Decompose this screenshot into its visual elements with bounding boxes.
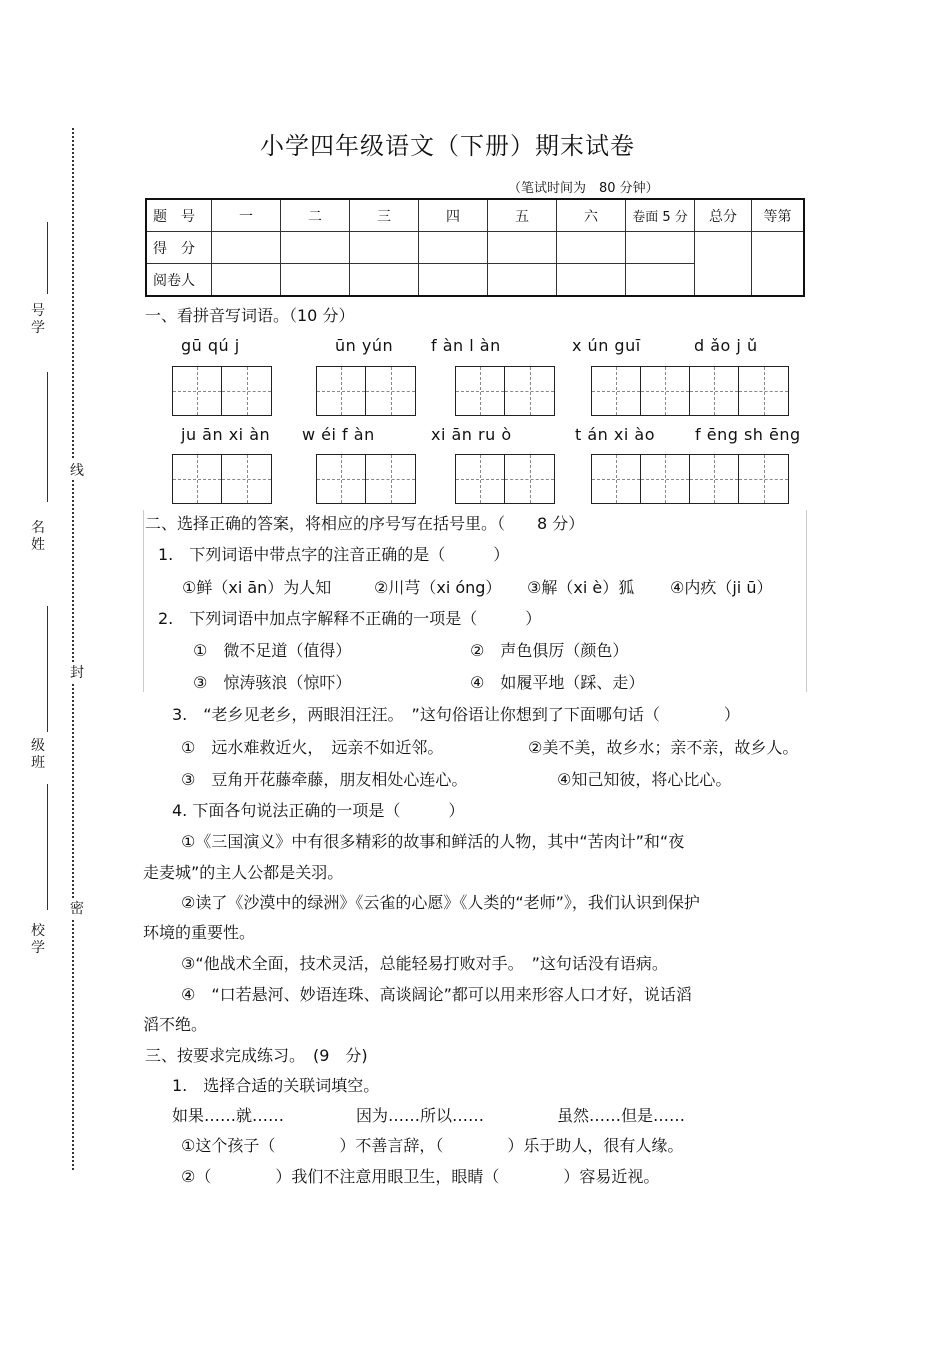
column-header: 总分 xyxy=(695,199,752,232)
grader-cell[interactable] xyxy=(557,264,626,297)
exam-duration: （笔试时间为 80 分钟） xyxy=(508,181,659,196)
binding-label-class: 级班 xyxy=(31,738,45,771)
option-text: ④内疚（ji ū） xyxy=(670,578,773,597)
row-header: 阅卷人 xyxy=(146,264,212,297)
conjunction-choice: 如果……就…… xyxy=(172,1106,285,1125)
option-text: ④知己知彼，将心比心。 xyxy=(557,770,732,789)
column-header: 四 xyxy=(419,199,488,232)
conjunction-choice: 虽然……但是…… xyxy=(557,1106,686,1125)
section-2-heading: 二、选择正确的答案，将相应的序号写在括号里。（ 8 分） xyxy=(145,514,585,533)
binding-mark-secret: 密 xyxy=(70,898,84,918)
answer-box[interactable] xyxy=(316,454,416,504)
option-text: ③ 惊涛骇浪（惊吓） xyxy=(193,673,352,692)
question-stem: 4. 下面各句说法正确的一项是（ ） xyxy=(172,801,465,820)
option-text: 滔不绝。 xyxy=(143,1015,208,1034)
pinyin-label: ūn yún xyxy=(335,336,394,355)
grader-cell[interactable] xyxy=(350,264,419,297)
fill-blank-line: ①这个孩子（ ）不善言辞，（ ）乐于助人，很有人缘。 xyxy=(181,1136,684,1155)
question-stem: 2. 下列词语中加点字解释不正确的一项是（ ） xyxy=(158,609,542,628)
grader-cell[interactable] xyxy=(626,264,695,297)
column-header: 一 xyxy=(212,199,281,232)
grader-cell[interactable] xyxy=(419,264,488,297)
scan-border xyxy=(806,510,807,692)
grader-cell[interactable] xyxy=(212,264,281,297)
option-text: ④ 如履平地（踩、走） xyxy=(470,673,645,692)
option-text: ② 声色俱厉（颜色） xyxy=(470,641,629,660)
score-table xyxy=(145,198,805,297)
conjunction-choice: 因为……所以…… xyxy=(356,1106,485,1125)
page-title: 小学四年级语文（下册）期末试卷 xyxy=(260,132,635,160)
option-text: ① 微不足道（值得） xyxy=(193,641,352,660)
score-cell[interactable] xyxy=(281,232,350,264)
option-text: ③“他战术全面，技术灵活，总能轻易打败对手。 ”这句话没有语病。 xyxy=(181,954,668,973)
option-text: ②川芎（xi óng） xyxy=(374,578,502,597)
binding-label-school: 校学 xyxy=(31,923,45,956)
answer-box[interactable] xyxy=(172,454,272,504)
option-text: ②美不美，故乡水；亲不亲，故乡人。 xyxy=(528,738,799,757)
answer-box[interactable] xyxy=(172,366,272,416)
answer-box[interactable] xyxy=(455,366,555,416)
answer-box[interactable] xyxy=(316,366,416,416)
row-header: 得 分 xyxy=(146,232,212,264)
answer-box[interactable] xyxy=(591,454,789,504)
section-1-heading: 一、看拼音写词语。（10 分） xyxy=(145,306,355,325)
option-text: ①鲜（xi ān）为人知 xyxy=(182,578,332,597)
binding-dotted-line xyxy=(72,128,74,1170)
score-cell[interactable] xyxy=(350,232,419,264)
binding-mark-seal: 封 xyxy=(70,662,84,682)
question-stem: 1. 选择合适的关联词填空。 xyxy=(172,1076,380,1095)
table-row xyxy=(146,199,804,232)
fill-blank-line: ②（ ）我们不注意用眼卫生，眼睛（ ）容易近视。 xyxy=(181,1167,660,1186)
answer-box[interactable] xyxy=(591,366,789,416)
option-text: ① 远水难救近火， 远亲不如近邻。 xyxy=(181,738,444,757)
pinyin-label: x ún guī xyxy=(572,336,641,355)
pinyin-label: ju ān xi àn xyxy=(181,425,271,444)
pinyin-label: w éi f àn xyxy=(302,425,375,444)
grader-cell[interactable] xyxy=(281,264,350,297)
section-3-heading: 三、按要求完成练习。 (9 分) xyxy=(145,1046,368,1065)
row-header: 题 号 xyxy=(146,199,212,232)
score-cell[interactable] xyxy=(212,232,281,264)
pinyin-label: f àn l àn xyxy=(431,336,501,355)
column-header: 二 xyxy=(281,199,350,232)
score-cell[interactable] xyxy=(626,232,695,264)
question-stem: 3. “老乡见老乡，两眼泪汪汪。 ”这句俗语让你想到了下面哪句话（ ） xyxy=(172,705,740,724)
total-score-cell[interactable] xyxy=(695,232,752,297)
option-text: 环境的重要性。 xyxy=(143,923,256,942)
binding-mark-line: 线 xyxy=(70,460,84,480)
binding-underline xyxy=(47,606,48,732)
score-cell[interactable] xyxy=(488,232,557,264)
column-header: 卷面 5 分 xyxy=(626,199,695,232)
column-header: 五 xyxy=(488,199,557,232)
pinyin-label: gū qú j xyxy=(181,336,240,355)
binding-underline xyxy=(47,222,48,294)
option-text: ②读了《沙漠中的绿洲》《云雀的心愿》《人类的“老师”》，我们认识到保护 xyxy=(181,893,700,912)
score-cell[interactable] xyxy=(557,232,626,264)
pinyin-label: xi ān ru ò xyxy=(431,425,512,444)
column-header: 三 xyxy=(350,199,419,232)
grade-cell[interactable] xyxy=(752,232,805,297)
question-stem: 1. 下列词语中带点字的注音正确的是（ ） xyxy=(158,545,510,564)
option-text: ④ “口若悬河、妙语连珠、高谈阔论”都可以用来形容人口才好，说话滔 xyxy=(181,985,692,1004)
table-row xyxy=(146,232,804,264)
option-text: 走麦城”的主人公都是关羽。 xyxy=(143,863,344,882)
column-header: 六 xyxy=(557,199,626,232)
binding-underline xyxy=(47,372,48,502)
pinyin-label: t án xi ào xyxy=(575,425,655,444)
binding-underline xyxy=(47,784,48,910)
score-cell[interactable] xyxy=(419,232,488,264)
answer-box[interactable] xyxy=(455,454,555,504)
scan-border xyxy=(143,510,144,692)
option-text: ③解（xi è）狐 xyxy=(527,578,635,597)
column-header: 等第 xyxy=(752,199,805,232)
binding-label-student-id: 号学 xyxy=(31,303,45,336)
option-text: ③ 豆角开花藤牵藤，朋友相处心连心。 xyxy=(181,770,468,789)
pinyin-label: d ǎo j ǔ xyxy=(694,336,758,355)
option-text: ①《三国演义》中有很多精彩的故事和鲜活的人物，其中“苦肉计”和“夜 xyxy=(181,832,685,851)
binding-label-name: 名姓 xyxy=(31,520,45,553)
grader-cell[interactable] xyxy=(488,264,557,297)
pinyin-label: f ēng sh ēng xyxy=(695,425,801,444)
